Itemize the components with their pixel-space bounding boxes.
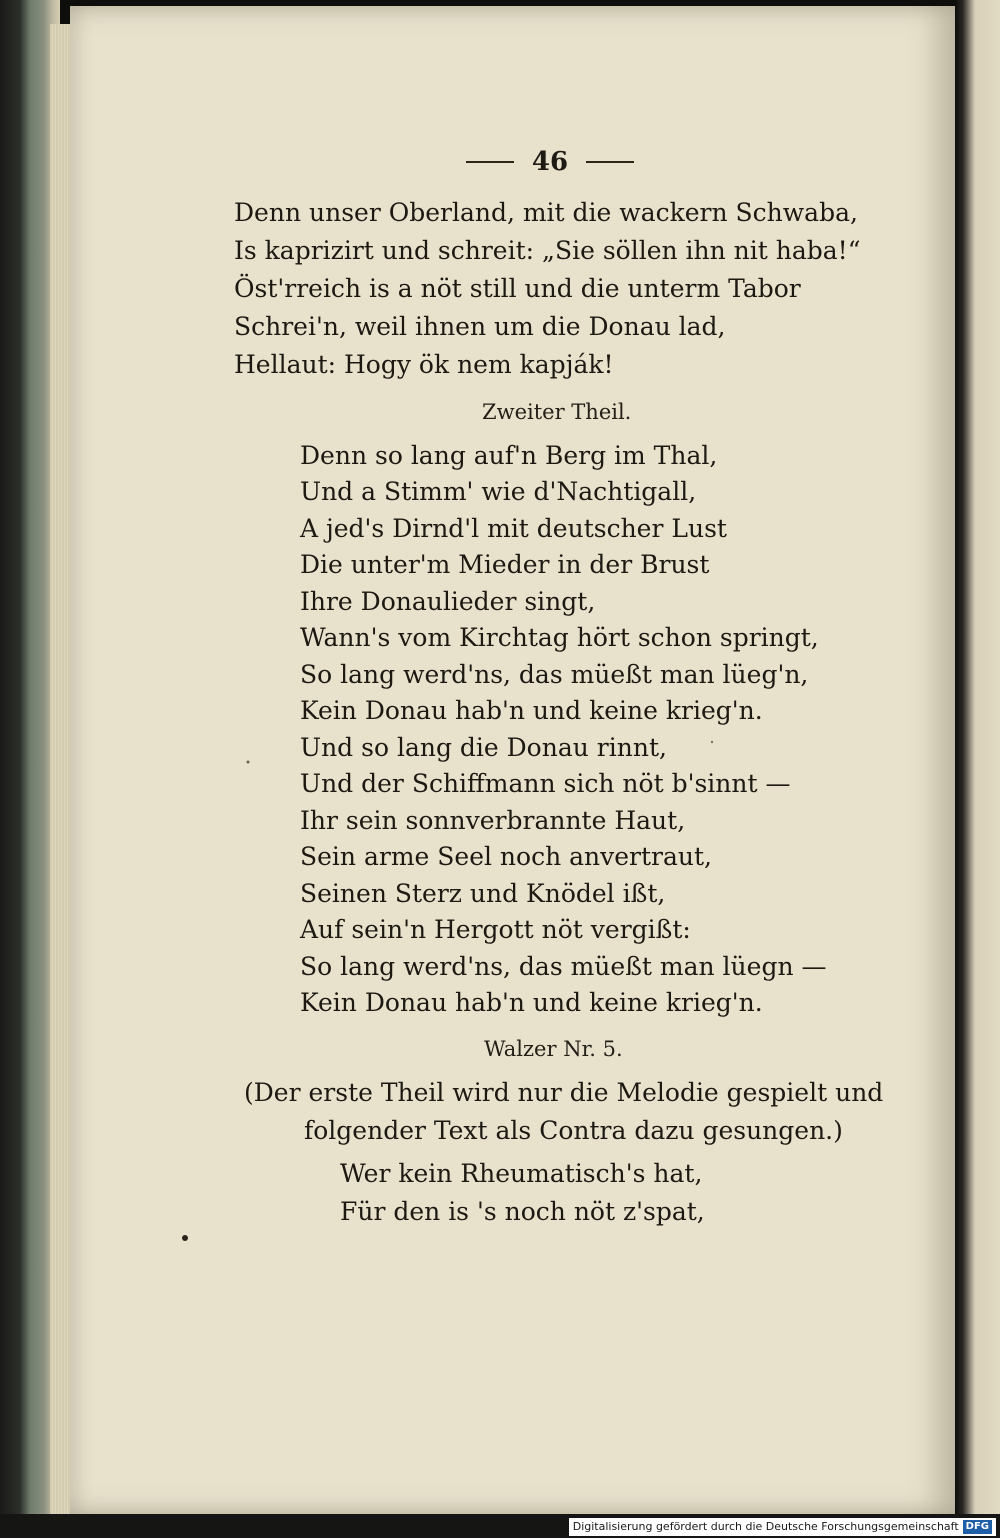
credit-text: Digitalisierung gefördert durch die Deutsche Forschungsgemeinschaft	[572, 1520, 959, 1533]
instruction-line: folgender Text als Contra dazu gesungen.)	[304, 1116, 843, 1145]
verse-line: Für den is 's noch nöt z'spat,	[340, 1197, 705, 1226]
verse-line: So lang werd'ns, das müeßt man lüeg'n,	[300, 660, 809, 689]
verse-line: Ihre Donaulieder singt,	[300, 587, 596, 616]
dfg-logo: DFG	[963, 1520, 992, 1534]
verse-line: So lang werd'ns, das müeßt man lüegn —	[300, 952, 827, 981]
verse-line: Kein Donau hab'n und keine krieg'n.	[300, 696, 763, 725]
verse-line: A jed's Dirnd'l mit deutscher Lust	[300, 514, 727, 543]
verse-line: Und a Stimm' wie d'Nachtigall,	[300, 477, 697, 506]
verse-line: Sein arme Seel noch anvertraut,	[300, 842, 712, 871]
section-heading: Zweiter Theil.	[482, 400, 632, 424]
digitization-credit	[569, 1518, 996, 1536]
verse-line: Hellaut: Hogy ök nem kapják!	[234, 350, 614, 379]
section-heading: Walzer Nr. 5.	[484, 1037, 623, 1061]
verse-line: Denn so lang auf'n Berg im Thal,	[300, 441, 718, 470]
verse-line: Wann's vom Kirchtag hört schon springt,	[300, 623, 819, 652]
verse-line: Is kaprizirt und schreit: „Sie söllen ihn nit haba!“	[234, 236, 861, 265]
page-number: 46	[531, 147, 569, 177]
verse-line: Seinen Sterz und Knödel ißt,	[300, 879, 666, 908]
verse-line: Und so lang die Donau rinnt,	[300, 733, 667, 762]
verse-line: Auf sein'n Hergott nöt vergißt:	[300, 915, 691, 944]
verse-line: Ihr sein sonnverbrannte Haut,	[300, 806, 686, 835]
verse-line: Die unter'm Mieder in der Brust	[300, 550, 710, 579]
verse-line: Kein Donau hab'n und keine krieg'n.	[300, 988, 763, 1017]
verse-line: Öst'rreich is a nöt still und die unterm Tabor	[234, 274, 801, 303]
verse-line: Wer kein Rheumatisch's hat,	[340, 1159, 703, 1188]
verse-line: Und der Schiffmann sich nöt b'sinnt —	[300, 769, 791, 798]
verse-line: Schrei'n, weil ihnen um die Donau lad,	[234, 312, 726, 341]
instruction-line: (Der erste Theil wird nur die Melodie gespielt und	[244, 1078, 884, 1107]
verse-line: Denn unser Oberland, mit die wackern Schwaba,	[234, 198, 858, 227]
